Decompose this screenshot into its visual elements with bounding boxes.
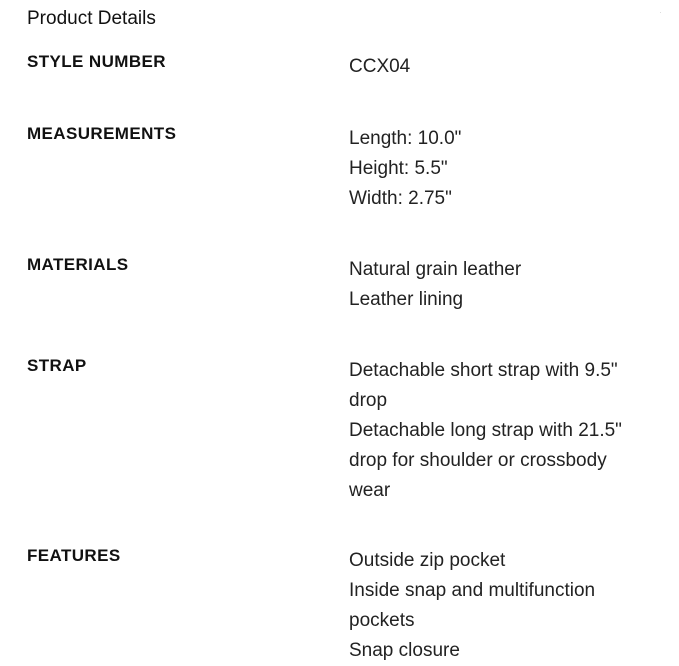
detail-values <box>349 546 674 666</box>
detail-value: wear <box>349 480 391 501</box>
detail-value: Inside snap and multifunction <box>349 580 596 601</box>
corner-artifact: · <box>659 7 662 17</box>
detail-value: Width: 2.75" <box>349 188 452 209</box>
detail-values <box>349 52 674 82</box>
detail-label: STRAP <box>27 356 87 375</box>
detail-value: Height: 5.5" <box>349 158 448 179</box>
detail-label: MATERIALS <box>27 255 129 274</box>
detail-label: MEASUREMENTS <box>27 124 177 143</box>
detail-value: drop <box>349 390 388 411</box>
page-title: Product Details <box>27 8 156 29</box>
detail-values <box>349 255 674 315</box>
detail-label: STYLE NUMBER <box>27 52 166 71</box>
detail-value: Snap closure <box>349 640 460 661</box>
detail-value: CCX04 <box>349 56 411 77</box>
detail-value: pockets <box>349 610 415 631</box>
detail-label: FEATURES <box>27 546 121 565</box>
detail-value: Detachable short strap with 9.5" <box>349 360 618 381</box>
detail-value: Length: 10.0" <box>349 128 462 149</box>
detail-value: drop for shoulder or crossbody <box>349 450 607 471</box>
detail-values <box>349 124 674 214</box>
detail-value: Leather lining <box>349 289 464 310</box>
detail-values <box>349 356 674 506</box>
detail-value: Natural grain leather <box>349 259 522 280</box>
detail-value: Outside zip pocket <box>349 550 506 571</box>
detail-value: Detachable long strap with 21.5" <box>349 420 622 441</box>
